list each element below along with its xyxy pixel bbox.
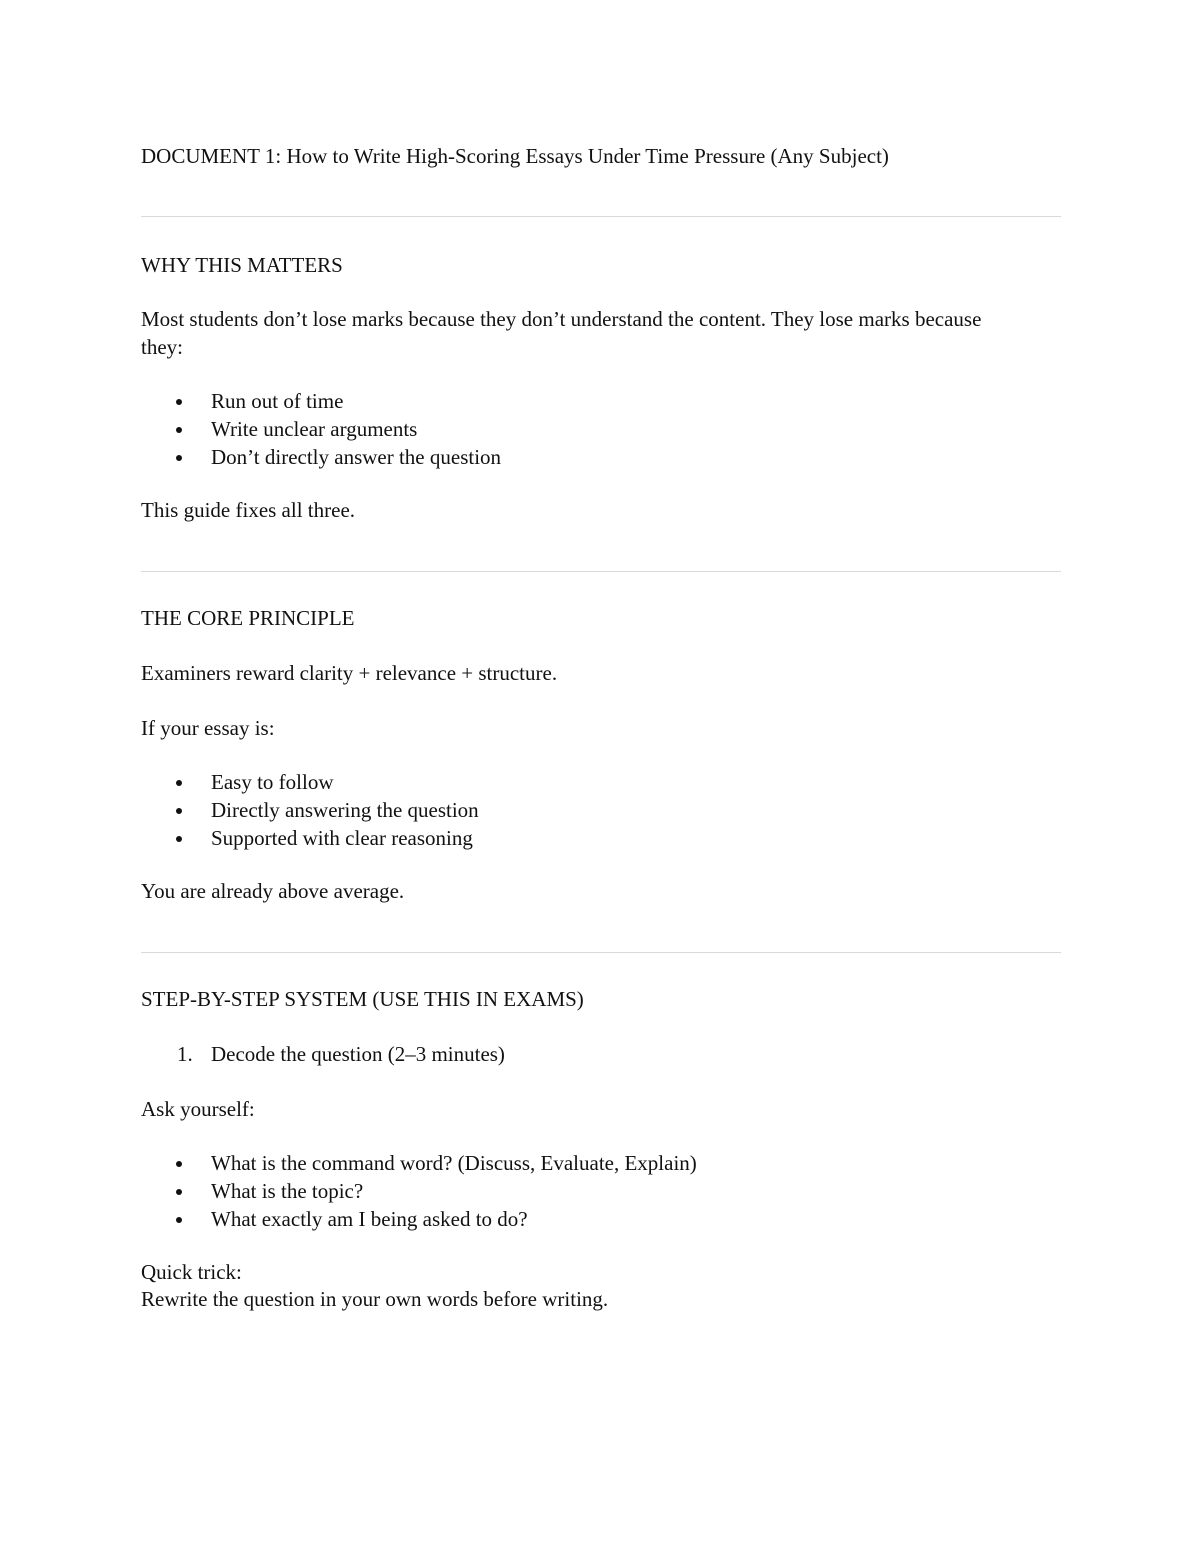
section-closing-text: This guide fixes all three. (141, 498, 356, 522)
bullet-list-reasons (141, 387, 1061, 471)
list-item: What is the command word? (Discuss, Evaluate, Explain) (141, 1149, 1061, 1177)
document-title: DOCUMENT 1: How to Write High-Scoring Essays Under Time Pressure (Any Subject) (141, 144, 889, 168)
list-item: What exactly am I being asked to do? (141, 1205, 1061, 1233)
list-item: Write unclear arguments (141, 415, 1061, 443)
section-divider (141, 571, 1061, 572)
core-principle-statement: Examiners reward clarity + relevance + structure. (141, 661, 558, 685)
section-closing-text: You are already above average. (141, 879, 405, 903)
section-heading-step-by-step: STEP-BY-STEP SYSTEM (USE THIS IN EXAMS) (141, 987, 584, 1011)
section-divider (141, 952, 1061, 953)
section-intro-text: If your essay is: (141, 716, 275, 740)
section-heading-why-this-matters: WHY THIS MATTERS (141, 253, 343, 277)
step-number: 1. (177, 1042, 193, 1066)
section-intro-text: Ask yourself: (141, 1097, 255, 1121)
bullet-list-essay-qualities (141, 768, 1061, 852)
section-heading-core-principle: THE CORE PRINCIPLE (141, 606, 355, 630)
tip-label: Quick trick: (141, 1260, 242, 1284)
list-item-step-1 (141, 1040, 1061, 1068)
list-item: Don’t directly answer the question (141, 443, 1061, 471)
numbered-step-list (141, 1040, 1061, 1068)
bullet-list-questions (141, 1149, 1061, 1233)
list-item: Supported with clear reasoning (141, 824, 1061, 852)
list-item: Directly answering the question (141, 796, 1061, 824)
list-item: What is the topic? (141, 1177, 1061, 1205)
section-divider (141, 216, 1061, 217)
list-item: Run out of time (141, 387, 1061, 415)
step-label: Decode the question (2–3 minutes) (211, 1042, 505, 1066)
tip-text: Rewrite the question in your own words before writing. (141, 1287, 609, 1311)
list-item: Easy to follow (141, 768, 1061, 796)
section-intro-paragraph: Most students don’t lose marks because they don’t understand the content. They lose marks because they: (141, 307, 982, 359)
